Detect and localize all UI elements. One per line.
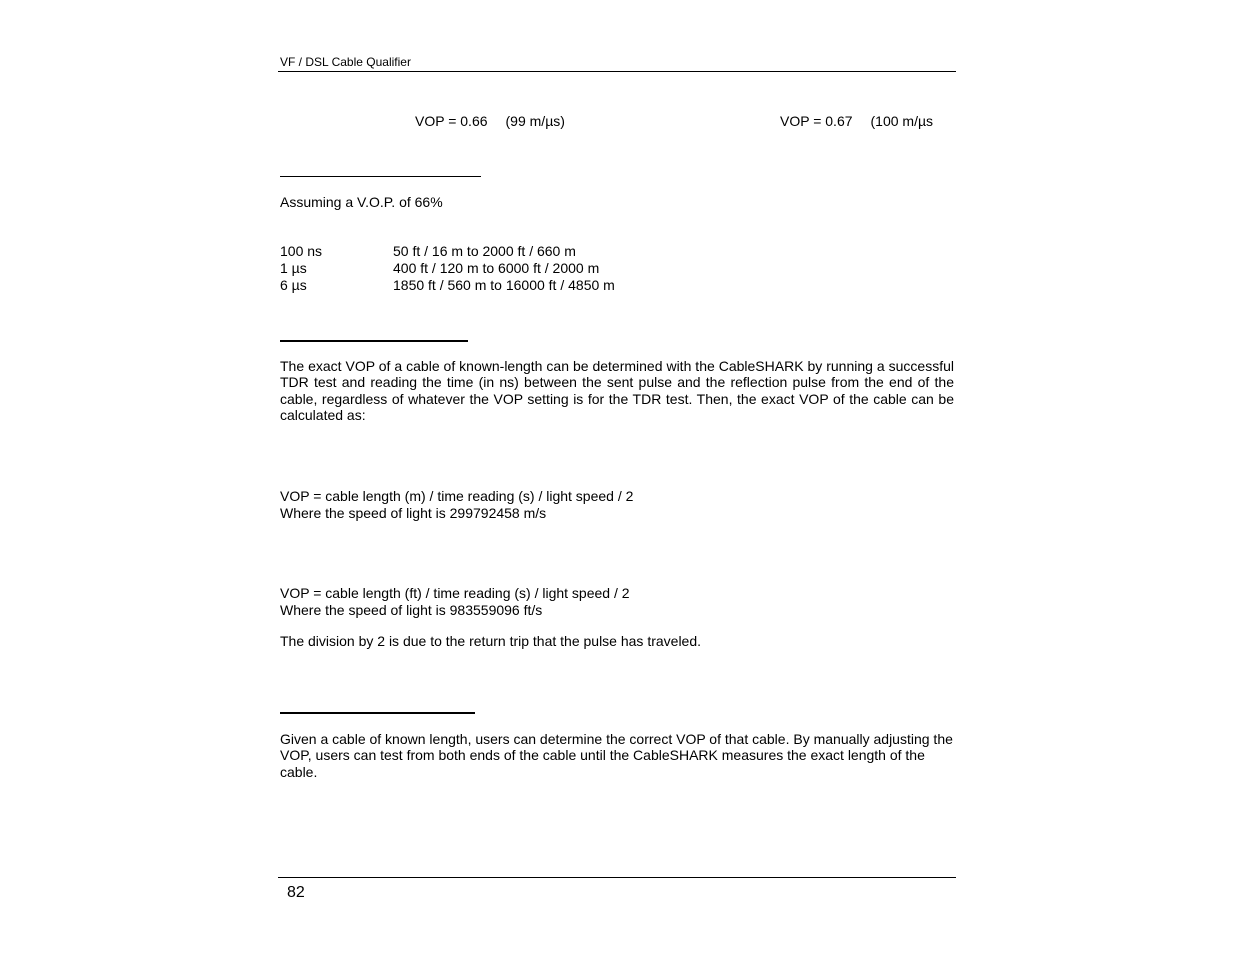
metric-formula: VOP = cable length (m) / time reading (s) / light speed / 2 [280, 488, 634, 504]
vop-determination-paragraph: The exact VOP of a cable of known-length can be determined with the CableSHARK by running a successful TDR test and reading the time (in ns) between the sent pulse and the reflection pulse from the end of the cable, regardless of whatever the VOP setting is for the TDR test. Then, the exact VOP of the cable can be calculated as: [280, 358, 954, 424]
header-rule [278, 71, 956, 72]
vop-left-value: VOP = 0.66 [415, 113, 488, 129]
range-value: 400 ft / 120 m to 6000 ft / 2000 m [393, 260, 600, 276]
range-value: 50 ft / 16 m to 2000 ft / 660 m [393, 243, 576, 259]
section-heading-rule [280, 712, 475, 714]
range-row [280, 260, 615, 277]
running-header-title: VF / DSL Cable Qualifier [280, 55, 411, 69]
footer-rule [278, 877, 956, 878]
range-row [280, 277, 615, 294]
manual-adjust-paragraph: Given a cable of known length, users can determine the correct VOP of that cable. By manually adjusting the VOP, users can test from both ends of the cable until the CableSHARK measures the exact length of the cable. [280, 731, 953, 780]
imperial-formula-block [280, 585, 630, 618]
vop-left-speed: (99 m/µs) [505, 113, 565, 129]
pulse-width: 100 ns [280, 243, 323, 259]
range-row [280, 243, 615, 260]
range-value: 1850 ft / 560 m to 16000 ft / 4850 m [393, 277, 615, 293]
vop-example-left [415, 113, 565, 129]
section-heading-rule [280, 176, 481, 177]
vop-example-right [780, 113, 933, 129]
vop-right-speed: (100 m/µs [870, 113, 934, 129]
range-table [280, 243, 615, 294]
page-number: 82 [287, 884, 305, 901]
section-heading-rule [280, 340, 468, 342]
metric-formula-block [280, 488, 633, 521]
vop-assumption: Assuming a V.O.P. of 66% [280, 194, 443, 210]
vop-right-value: VOP = 0.67 [780, 113, 853, 129]
division-note: The division by 2 is due to the return trip that the pulse has traveled. [280, 633, 702, 649]
imperial-formula: VOP = cable length (ft) / time reading (s) / light speed / 2 [280, 585, 630, 601]
imperial-light-speed: Where the speed of light is 983559096 ft/s [280, 601, 543, 618]
metric-light-speed: Where the speed of light is 299792458 m/s [280, 504, 547, 521]
pulse-width: 6 µs [280, 277, 307, 293]
pulse-width: 1 µs [280, 260, 307, 276]
